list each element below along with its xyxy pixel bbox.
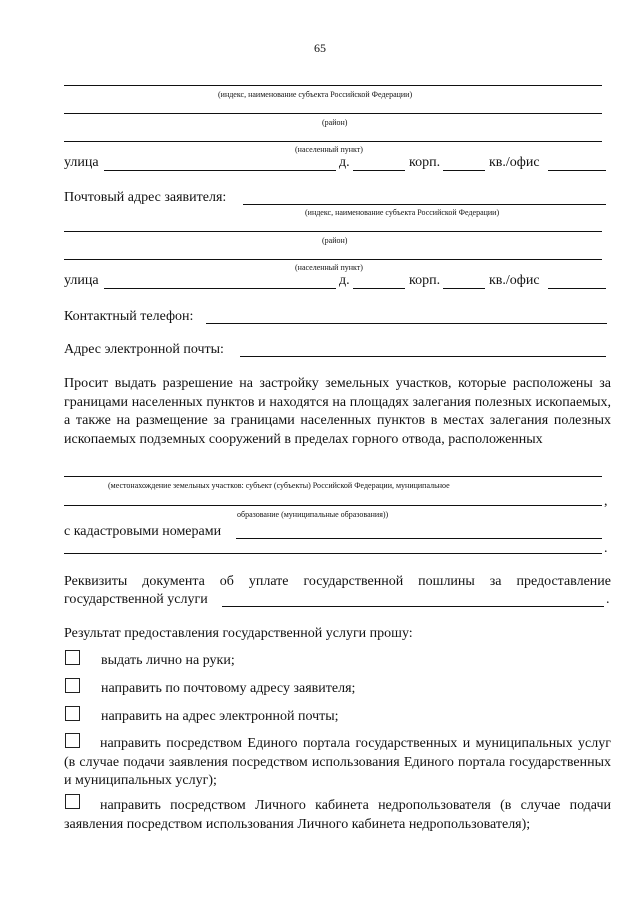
settlement-field-line[interactable] — [64, 141, 602, 142]
page-number: 65 — [314, 41, 326, 55]
result-heading: Результат предоставления государственной услуги прошу: — [64, 626, 413, 641]
postal-street-field-line[interactable] — [104, 288, 336, 289]
request-paragraph: Просит выдать разрешение на застройку земельных участков, которые расположены за границами населенных пунктов и находятся на площадях залегания полезных ископаемых, а также на размещение за границами населенных пунктов в местах залегания полезных ископаемых подземных сооружений в пределах горного отвода, расположенных — [64, 376, 611, 447]
house-label: д. — [339, 155, 350, 170]
postal-district-field-line[interactable] — [64, 231, 602, 232]
street-label: улица — [64, 155, 99, 170]
apartment-label: кв./офис — [489, 155, 540, 170]
postal-house-field-line[interactable] — [353, 288, 405, 289]
postal-house-label: д. — [339, 273, 350, 288]
option-3-label: направить на адрес электронной почты; — [101, 709, 339, 724]
option-1-checkbox[interactable] — [65, 650, 80, 665]
street-field-line[interactable] — [104, 170, 336, 171]
fee-line-1: Реквизиты документа об уплате государственной пошлины за предоставление — [64, 574, 611, 589]
option-2-checkbox[interactable] — [65, 678, 80, 693]
postal-building-label: корп. — [409, 273, 441, 288]
option-4-label: направить посредством Единого портала государственных и муниципальных услуг (в случае подачи заявления посредством использования Единого портала государственных и муниципальных услуг); — [64, 736, 611, 788]
cadastral-label: с кадастровыми номерами — [64, 524, 222, 539]
email-field-line[interactable] — [240, 356, 606, 357]
option-4-paragraph — [64, 735, 611, 791]
postal-apartment-label: кв./офис — [489, 273, 540, 288]
subject-field-line[interactable] — [64, 85, 602, 86]
phone-field-line[interactable] — [206, 323, 607, 324]
cadastral-period: . — [604, 541, 608, 556]
fee-line-2: государственной услуги — [64, 592, 208, 607]
location-caption-1: (местонахождение земельных участков: субъект (субъекты) Российской Федерации, муниципальное — [108, 481, 450, 490]
building-field-line[interactable] — [443, 170, 485, 171]
postal-subject-field-line[interactable] — [243, 204, 606, 205]
district-field-line[interactable] — [64, 113, 602, 114]
postal-street-label: улица — [64, 273, 99, 288]
postal-settlement-caption: (населенный пункт) — [295, 263, 363, 272]
option-1-label: выдать лично на руки; — [101, 653, 235, 668]
option-3-checkbox[interactable] — [65, 706, 80, 721]
cadastral-field-line-2[interactable] — [64, 553, 602, 554]
postal-settlement-field-line[interactable] — [64, 259, 602, 260]
phone-label: Контактный телефон: — [64, 309, 194, 324]
settlement-caption: (населенный пункт) — [295, 145, 363, 154]
district-caption: (район) — [322, 118, 348, 127]
postal-district-caption: (район) — [322, 236, 348, 245]
apartment-field-line[interactable] — [548, 170, 606, 171]
postal-address-label: Почтовый адрес заявителя: — [64, 190, 227, 205]
option-2-label: направить по почтовому адресу заявителя; — [101, 681, 356, 696]
fee-period: . — [606, 592, 610, 607]
email-label: Адрес электронной почты: — [64, 342, 224, 357]
house-field-line[interactable] — [353, 170, 405, 171]
postal-building-field-line[interactable] — [443, 288, 485, 289]
location-field-line-2[interactable] — [64, 505, 602, 506]
building-label: корп. — [409, 155, 441, 170]
location-caption-2: образование (муниципальные образования)) — [237, 510, 389, 519]
postal-apartment-field-line[interactable] — [548, 288, 606, 289]
cadastral-field-line-1[interactable] — [236, 538, 602, 539]
location-comma: , — [604, 494, 608, 509]
option-5-label: направить посредством Личного кабинета недропользователя (в случае подачи заявления посредством использования Личного кабинета недропользователя); — [64, 798, 611, 832]
subject-caption: (индекс, наименование субъекта Российской Федерации) — [218, 90, 413, 99]
postal-subject-caption: (индекс, наименование субъекта Российской Федерации) — [305, 208, 500, 217]
option-5-paragraph — [64, 797, 611, 834]
location-field-line-1[interactable] — [64, 476, 602, 477]
fee-field-line[interactable] — [222, 606, 604, 607]
